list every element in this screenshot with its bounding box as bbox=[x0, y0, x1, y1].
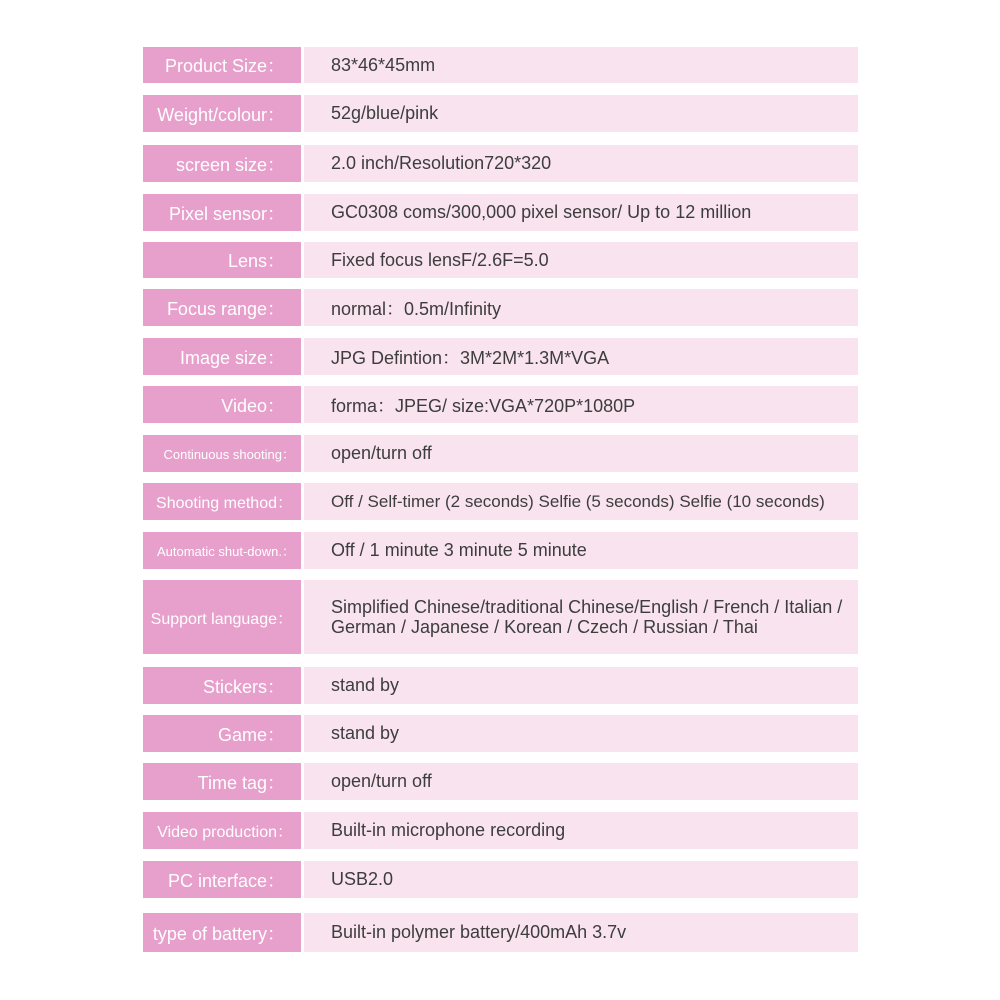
spec-row-continuous-shooting bbox=[143, 435, 858, 472]
spec-row-game bbox=[143, 715, 858, 752]
spec-value: Off / Self-timer (2 seconds) Selfie (5 seconds) Selfie (10 seconds) bbox=[304, 483, 858, 520]
spec-label: Support language： bbox=[143, 580, 301, 654]
spec-row-weight-colour bbox=[143, 95, 858, 132]
spec-value: JPG Defintion：3M*2M*1.3M*VGA bbox=[304, 338, 858, 375]
spec-label: type of battery： bbox=[143, 913, 301, 952]
spec-row-image-size bbox=[143, 338, 858, 375]
spec-value: stand by bbox=[304, 667, 858, 704]
spec-label: Lens： bbox=[143, 242, 301, 278]
spec-row-focus-range bbox=[143, 289, 858, 326]
spec-label: Image size： bbox=[143, 338, 301, 375]
spec-row-screen-size bbox=[143, 145, 858, 182]
spec-row-time-tag bbox=[143, 763, 858, 800]
spec-label: Video production： bbox=[143, 812, 301, 849]
spec-row-type-of-battery bbox=[143, 913, 858, 952]
spec-row-stickers bbox=[143, 667, 858, 704]
spec-value: open/turn off bbox=[304, 763, 858, 800]
spec-label: Time tag： bbox=[143, 763, 301, 800]
spec-label: Stickers： bbox=[143, 667, 301, 704]
spec-label: screen size： bbox=[143, 145, 301, 182]
spec-row-pc-interface bbox=[143, 861, 858, 898]
spec-value: 52g/blue/pink bbox=[304, 95, 858, 132]
spec-row-shooting-method bbox=[143, 483, 858, 520]
spec-value: Built-in polymer battery/400mAh 3.7v bbox=[304, 913, 858, 952]
spec-label: Video： bbox=[143, 386, 301, 423]
spec-row-pixel-sensor bbox=[143, 194, 858, 231]
spec-value: 83*46*45mm bbox=[304, 47, 858, 83]
spec-label: Continuous shooting： bbox=[143, 435, 301, 472]
spec-row-video-production bbox=[143, 812, 858, 849]
spec-label: Product Size： bbox=[143, 47, 301, 83]
spec-value: stand by bbox=[304, 715, 858, 752]
spec-row-video bbox=[143, 386, 858, 423]
spec-label: PC interface： bbox=[143, 861, 301, 898]
spec-row-support-language bbox=[143, 580, 858, 654]
spec-value: Fixed focus lensF/2.6F=5.0 bbox=[304, 242, 858, 278]
spec-value: Off / 1 minute 3 minute 5 minute bbox=[304, 532, 858, 569]
spec-value: GC0308 coms/300,000 pixel sensor/ Up to 12 million bbox=[304, 194, 858, 231]
spec-value: normal：0.5m/Infinity bbox=[304, 289, 858, 326]
spec-row-automatic-shutdown bbox=[143, 532, 858, 569]
spec-value: Built-in microphone recording bbox=[304, 812, 858, 849]
spec-value: open/turn off bbox=[304, 435, 858, 472]
spec-label: Automatic shut-down.： bbox=[143, 532, 301, 569]
spec-value: 2.0 inch/Resolution720*320 bbox=[304, 145, 858, 182]
spec-label: Game： bbox=[143, 715, 301, 752]
spec-value: Simplified Chinese/traditional Chinese/English / French / Italian / German / Japanese / Korean / Czech / Russian / Thai bbox=[304, 580, 858, 654]
spec-row-product-size bbox=[143, 47, 858, 83]
spec-value: USB2.0 bbox=[304, 861, 858, 898]
spec-row-lens bbox=[143, 242, 858, 278]
spec-label: Shooting method： bbox=[143, 483, 301, 520]
spec-value: forma：JPEG/ size:VGA*720P*1080P bbox=[304, 386, 858, 423]
spec-label: Focus range： bbox=[143, 289, 301, 326]
spec-label: Weight/colour： bbox=[143, 95, 301, 132]
spec-label: Pixel sensor： bbox=[143, 194, 301, 231]
